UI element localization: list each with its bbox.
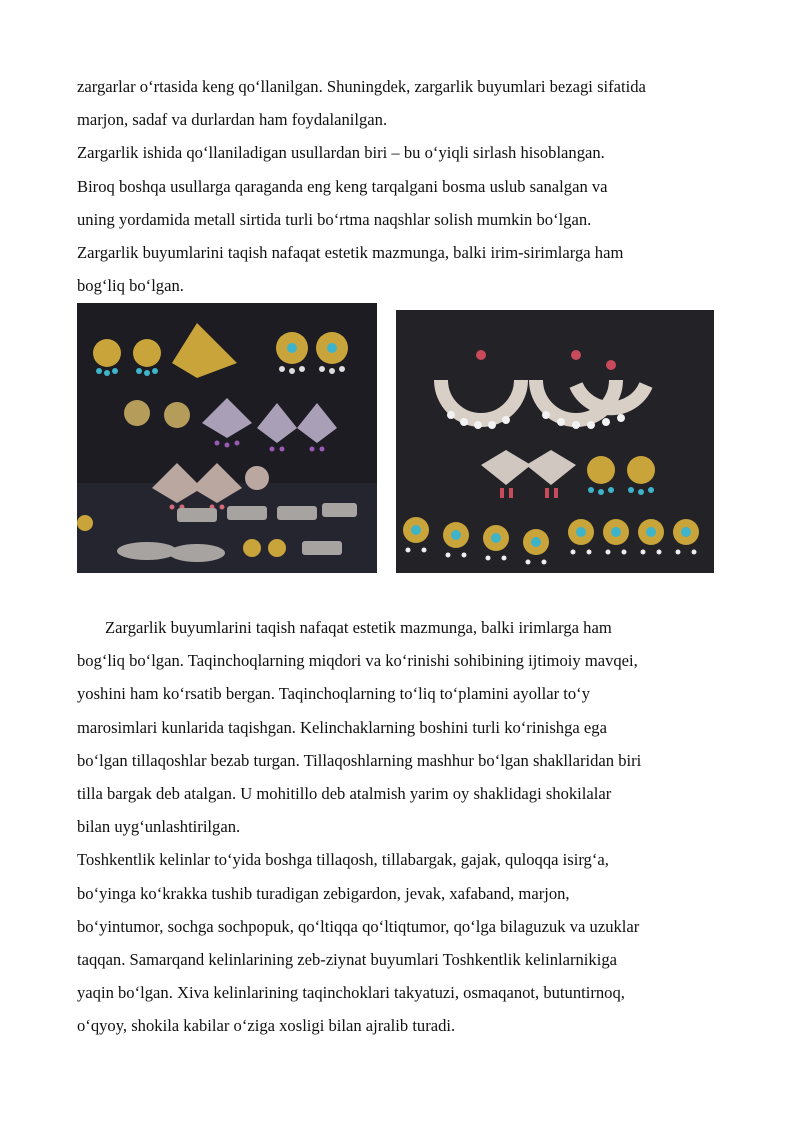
text-line: Toshkentlik kelinlar to‘yida boshga tillaqosh, tillabargak, gajak, quloqqa isirg‘a,: [77, 850, 609, 870]
text-line: marjon, sadaf va durlardan ham foydalanilgan.: [77, 110, 388, 130]
earrings-photo-right: [396, 310, 714, 573]
text-line: bog‘liq bo‘lgan.: [77, 276, 184, 296]
text-line: yoshini ham ko‘rsatib bergan. Taqinchoqlarning to‘liq to‘plamini ayollar to‘y: [77, 684, 590, 704]
text-line: yaqin bo‘lgan. Xiva kelinlarining taqinchoklari takyatuzi, osmaqanot, butuntirnoq,: [77, 983, 625, 1003]
text-line: Zargarlik buyumlarini taqish nafaqat estetik mazmunga, balki irimlarga ham: [105, 618, 612, 637]
text-line: taqqan. Samarqand kelinlarining zeb-ziynat buyumlari Toshkentlik kelinlarnikiga: [77, 950, 617, 970]
text-line: o‘qyoy, shokila kabilar o‘ziga xosligi bilan ajralib turadi.: [77, 1016, 456, 1036]
text-line: bo‘yinga ko‘krakka tushib turadigan zebigardon, jevak, xafaband, marjon,: [77, 883, 570, 903]
text-line: bog‘liq bo‘lgan. Taqinchoqlarning miqdori va ko‘rinishi sohibining ijtimoiy mavqei,: [77, 651, 638, 671]
paragraph-block-bottom: [77, 611, 737, 1043]
text-line: bo‘yintumor, sochga sochpopuk, qo‘ltiqqa qo‘ltiqtumor, qo‘lga bilaguzuk va uzuklar: [77, 916, 640, 936]
earrings-photo-left: [77, 303, 377, 573]
text-line: tilla bargak deb atalgan. U mohitillo deb atalmish yarim oy shaklidagi shokilalar: [77, 784, 612, 804]
text-line: Zargarlik buyumlarini taqish nafaqat estetik mazmunga, balki irim-sirimlarga ham: [77, 243, 624, 263]
text-line: uning yordamida metall sirtida turli bo‘rtma naqshlar solish mumkin bo‘lgan.: [77, 209, 592, 229]
text-line: zargarlar o‘rtasida keng qo‘llanilgan. Shuningdek, zargarlik buyumlari bezagi sifatida: [77, 77, 646, 96]
text-line: Biroq boshqa usullarga qaraganda eng keng tarqalgani bosma uslub sanalgan va: [77, 176, 608, 196]
paragraph-block-top: [77, 70, 737, 302]
text-line: bilan uyg‘unlashtirilgan.: [77, 817, 241, 837]
text-line: Zargarlik ishida qo‘llaniladigan usullardan biri – bu o‘yiqli sirlash hisoblangan.: [77, 143, 605, 163]
text-line: marosimlari kunlarida taqishgan. Kelinchaklarning boshini turli ko‘rinishga ega: [77, 717, 607, 737]
text-line: bo‘lgan tillaqoshlar bezab turgan. Tillaqoshlarning mashhur bo‘lgan shakllaridan biri: [77, 750, 642, 770]
